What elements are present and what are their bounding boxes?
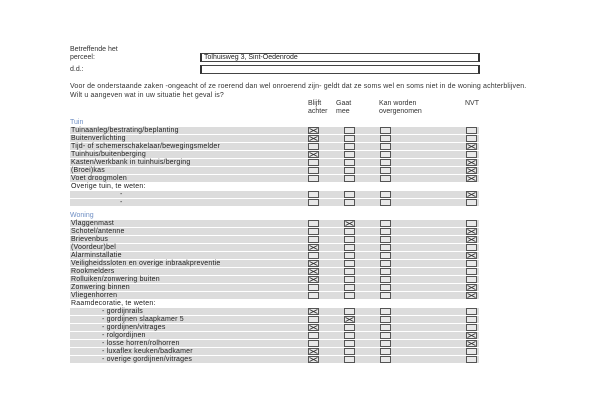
checkbox-kan-worden-overgenomen[interactable]: [380, 135, 391, 142]
subheading-row: [70, 183, 479, 190]
checkbox-kan-worden-overgenomen[interactable]: [380, 260, 391, 267]
checkbox-kan-worden-overgenomen[interactable]: [380, 284, 391, 291]
checkbox-blijft-achter[interactable]: [308, 292, 319, 299]
checkbox-nvt[interactable]: [466, 284, 477, 291]
checkbox-kan-worden-overgenomen[interactable]: [380, 175, 391, 182]
row-label: Zonwering binnen: [71, 284, 130, 291]
checkbox-kan-worden-overgenomen[interactable]: [380, 348, 391, 355]
checkbox-kan-worden-overgenomen[interactable]: [380, 276, 391, 283]
checkbox-nvt[interactable]: [466, 228, 477, 235]
checkbox-blijft-achter[interactable]: [308, 220, 319, 227]
checkbox-nvt[interactable]: [466, 356, 477, 363]
checkbox-gaat-mee[interactable]: [344, 308, 355, 315]
checkbox-kan-worden-overgenomen[interactable]: [380, 252, 391, 259]
checkbox-blijft-achter[interactable]: [308, 191, 319, 198]
col-header-kan-worden-overgenomen: [379, 100, 422, 116]
checkbox-nvt[interactable]: [466, 292, 477, 299]
checkbox-blijft-achter[interactable]: [308, 236, 319, 243]
row-label: - overige gordijnen/vitrages: [102, 356, 193, 363]
checkbox-gaat-mee[interactable]: [344, 236, 355, 243]
checkbox-kan-worden-overgenomen[interactable]: [380, 167, 391, 174]
checkbox-nvt[interactable]: [466, 143, 477, 150]
table-row: [70, 348, 479, 355]
table-row: [70, 175, 479, 182]
checkbox-nvt[interactable]: [466, 167, 477, 174]
dd-label: d.d.:: [70, 66, 84, 73]
table-row: [70, 268, 479, 275]
checkbox-nvt[interactable]: [466, 127, 477, 134]
checkbox-gaat-mee[interactable]: [344, 199, 355, 206]
checkbox-kan-worden-overgenomen[interactable]: [380, 292, 391, 299]
table-row: [70, 220, 479, 227]
checkbox-blijft-achter[interactable]: [308, 151, 319, 158]
row-label: Overige tuin, te weten:: [71, 183, 146, 190]
checkbox-blijft-achter[interactable]: [308, 167, 319, 174]
checkbox-nvt[interactable]: [466, 175, 477, 182]
checkbox-nvt[interactable]: [466, 135, 477, 142]
perceel-label-line1: Betreffende het: [70, 46, 118, 53]
row-label: Alarminstallatie: [71, 252, 122, 259]
checkbox-kan-worden-overgenomen[interactable]: [380, 236, 391, 243]
table-row: [70, 151, 479, 158]
col-header-line: achter: [308, 108, 328, 115]
checkbox-gaat-mee[interactable]: [344, 316, 355, 323]
checkbox-gaat-mee[interactable]: [344, 167, 355, 174]
table-row: [70, 135, 479, 142]
row-label: - gordijnen/vitrages: [102, 324, 166, 331]
checkbox-kan-worden-overgenomen[interactable]: [380, 340, 391, 347]
checkbox-gaat-mee[interactable]: [344, 151, 355, 158]
checkbox-kan-worden-overgenomen[interactable]: [380, 324, 391, 331]
checkbox-nvt[interactable]: [466, 340, 477, 347]
checkbox-kan-worden-overgenomen[interactable]: [380, 191, 391, 198]
checkbox-gaat-mee[interactable]: [344, 220, 355, 227]
table-row: [70, 276, 479, 283]
table-row: [70, 143, 479, 150]
section-title-woning: Woning: [70, 212, 94, 219]
checkbox-nvt[interactable]: [466, 308, 477, 315]
perceel-field[interactable]: Tolhuisweg 3, Sint-Oedenrode: [200, 53, 480, 62]
checkbox-kan-worden-overgenomen[interactable]: [380, 268, 391, 275]
table-row: [70, 236, 479, 243]
checkbox-kan-worden-overgenomen[interactable]: [380, 151, 391, 158]
checkbox-blijft-achter[interactable]: [308, 332, 319, 339]
checkbox-blijft-achter[interactable]: [308, 199, 319, 206]
row-label: - gordijnen slaapkamer 5: [102, 316, 184, 323]
checkbox-nvt[interactable]: [466, 244, 477, 251]
checkbox-gaat-mee[interactable]: [344, 244, 355, 251]
row-label: - losse horren/rolhorren: [102, 340, 180, 347]
checkbox-gaat-mee[interactable]: [344, 348, 355, 355]
checkbox-blijft-achter[interactable]: [308, 175, 319, 182]
table-row: [70, 228, 479, 235]
row-label: - gordijnrails: [102, 308, 143, 315]
table-row: [70, 284, 479, 291]
checkbox-nvt[interactable]: [466, 268, 477, 275]
table-row: [70, 356, 479, 363]
col-header-line: Kan worden: [379, 100, 417, 107]
row-label: Veiligheidssloten en overige inbraakpreventie: [71, 260, 221, 267]
checkbox-blijft-achter[interactable]: [308, 276, 319, 283]
checkbox-nvt[interactable]: [466, 316, 477, 323]
intro-text: Voor de onderstaande zaken -ongeacht of ze roerend dan wel onroerend zijn- geldt dat ze soms wel en soms niet in de woning achterblijven. Wilt u aangeven wat in uw situatie het geval is?: [70, 83, 527, 99]
checkbox-kan-worden-overgenomen[interactable]: [380, 316, 391, 323]
checkbox-kan-worden-overgenomen[interactable]: [380, 127, 391, 134]
checkbox-kan-worden-overgenomen[interactable]: [380, 199, 391, 206]
table-row: [70, 199, 479, 206]
row-label: Tijd- of schemerschakelaar/bewegingsmelder: [71, 143, 220, 150]
row-label: Vlaggenmast: [71, 220, 115, 227]
checkbox-nvt[interactable]: [466, 199, 477, 206]
checkbox-nvt[interactable]: [466, 260, 477, 267]
col-header-line: Blijft: [308, 100, 322, 107]
checkbox-gaat-mee[interactable]: [344, 191, 355, 198]
row-label: Tuinaanleg/bestrating/beplanting: [71, 127, 179, 134]
col-header-line: mee: [336, 108, 350, 115]
row-label: Buitenverlichting: [71, 135, 126, 142]
row-label: Kasten/werkbank in tuinhuis/berging: [71, 159, 191, 166]
row-label: Schotel/antenne: [71, 228, 125, 235]
row-label: Tuinhuis/buitenberging: [71, 151, 146, 158]
checkbox-gaat-mee[interactable]: [344, 143, 355, 150]
checkbox-gaat-mee[interactable]: [344, 340, 355, 347]
row-label: -: [120, 191, 123, 198]
section-title-tuin: Tuin: [70, 119, 84, 126]
checkbox-gaat-mee[interactable]: [344, 284, 355, 291]
row-label: (Voordeur)bel: [71, 244, 117, 251]
row-label: - rolgordijnen: [102, 332, 146, 339]
col-header-gaat-mee: [336, 100, 351, 116]
table-row: [70, 244, 479, 251]
checkbox-kan-worden-overgenomen[interactable]: [380, 244, 391, 251]
checkbox-blijft-achter[interactable]: [308, 244, 319, 251]
row-label: Raamdecoratie, te weten:: [71, 300, 156, 307]
col-header-line: overgenomen: [379, 108, 422, 115]
checkbox-blijft-achter[interactable]: [308, 284, 319, 291]
checkbox-blijft-achter[interactable]: [308, 308, 319, 315]
checkbox-blijft-achter[interactable]: [308, 340, 319, 347]
checkbox-kan-worden-overgenomen[interactable]: [380, 220, 391, 227]
checkbox-blijft-achter[interactable]: [308, 135, 319, 142]
row-label: Rolluiken/zonwering buiten: [71, 276, 160, 283]
row-label: Rookmelders: [71, 268, 115, 275]
table-row: [70, 292, 479, 299]
checkbox-nvt[interactable]: [466, 191, 477, 198]
checkbox-blijft-achter[interactable]: [308, 348, 319, 355]
row-label: Vliegenhorren: [71, 292, 118, 299]
perceel-label-line2: perceel:: [70, 54, 95, 61]
row-label: Brievenbus: [71, 236, 109, 243]
checkbox-blijft-achter[interactable]: [308, 268, 319, 275]
table-row: [70, 316, 479, 323]
checkbox-kan-worden-overgenomen[interactable]: [380, 332, 391, 339]
checkbox-nvt[interactable]: [466, 332, 477, 339]
checkbox-gaat-mee[interactable]: [344, 292, 355, 299]
checkbox-nvt[interactable]: [466, 324, 477, 331]
table-row: [70, 252, 479, 259]
checkbox-blijft-achter[interactable]: [308, 356, 319, 363]
checkbox-nvt[interactable]: [466, 220, 477, 227]
checkbox-gaat-mee[interactable]: [344, 276, 355, 283]
table-row: [70, 340, 479, 347]
row-label: - luxaflex keuken/badkamer: [102, 348, 193, 355]
table-row: [70, 324, 479, 331]
checkbox-kan-worden-overgenomen[interactable]: [380, 356, 391, 363]
checkbox-blijft-achter[interactable]: [308, 324, 319, 331]
checkbox-gaat-mee[interactable]: [344, 135, 355, 142]
checkbox-gaat-mee[interactable]: [344, 268, 355, 275]
checkbox-nvt[interactable]: [466, 252, 477, 259]
checkbox-nvt[interactable]: [466, 159, 477, 166]
checkbox-nvt[interactable]: [466, 276, 477, 283]
checkbox-gaat-mee[interactable]: [344, 228, 355, 235]
checkbox-kan-worden-overgenomen[interactable]: [380, 159, 391, 166]
checkbox-kan-worden-overgenomen[interactable]: [380, 308, 391, 315]
checkbox-nvt[interactable]: [466, 348, 477, 355]
table-row: [70, 332, 479, 339]
checkbox-blijft-achter[interactable]: [308, 143, 319, 150]
table-row: [70, 127, 479, 134]
checkbox-blijft-achter[interactable]: [308, 316, 319, 323]
checkbox-blijft-achter[interactable]: [308, 228, 319, 235]
table-row: [70, 191, 479, 198]
subheading-row: [70, 300, 479, 307]
checkbox-nvt[interactable]: [466, 236, 477, 243]
checkbox-gaat-mee[interactable]: [344, 332, 355, 339]
col-header-line: NVT: [465, 100, 479, 107]
checkbox-blijft-achter[interactable]: [308, 159, 319, 166]
row-label: -: [120, 199, 123, 206]
table-row: [70, 308, 479, 315]
checkbox-kan-worden-overgenomen[interactable]: [380, 228, 391, 235]
checkbox-kan-worden-overgenomen[interactable]: [380, 143, 391, 150]
table-row: [70, 167, 479, 174]
table-row: [70, 260, 479, 267]
checkbox-blijft-achter[interactable]: [308, 260, 319, 267]
col-header-line: Gaat: [336, 100, 352, 107]
checkbox-blijft-achter[interactable]: [308, 252, 319, 259]
checkbox-gaat-mee[interactable]: [344, 159, 355, 166]
checkbox-blijft-achter[interactable]: [308, 127, 319, 134]
row-label: Voet droogmolen: [71, 175, 127, 182]
row-label: (Broei)kas: [71, 167, 105, 174]
dd-field[interactable]: [200, 65, 480, 74]
checkbox-nvt[interactable]: [466, 151, 477, 158]
col-header-nvt: [465, 100, 479, 108]
checkbox-gaat-mee[interactable]: [344, 324, 355, 331]
table-row: [70, 159, 479, 166]
checkbox-gaat-mee[interactable]: [344, 260, 355, 267]
checkbox-gaat-mee[interactable]: [344, 356, 355, 363]
col-header-blijft-achter: [308, 100, 327, 116]
checkbox-gaat-mee[interactable]: [344, 252, 355, 259]
checkbox-gaat-mee[interactable]: [344, 175, 355, 182]
checkbox-gaat-mee[interactable]: [344, 127, 355, 134]
